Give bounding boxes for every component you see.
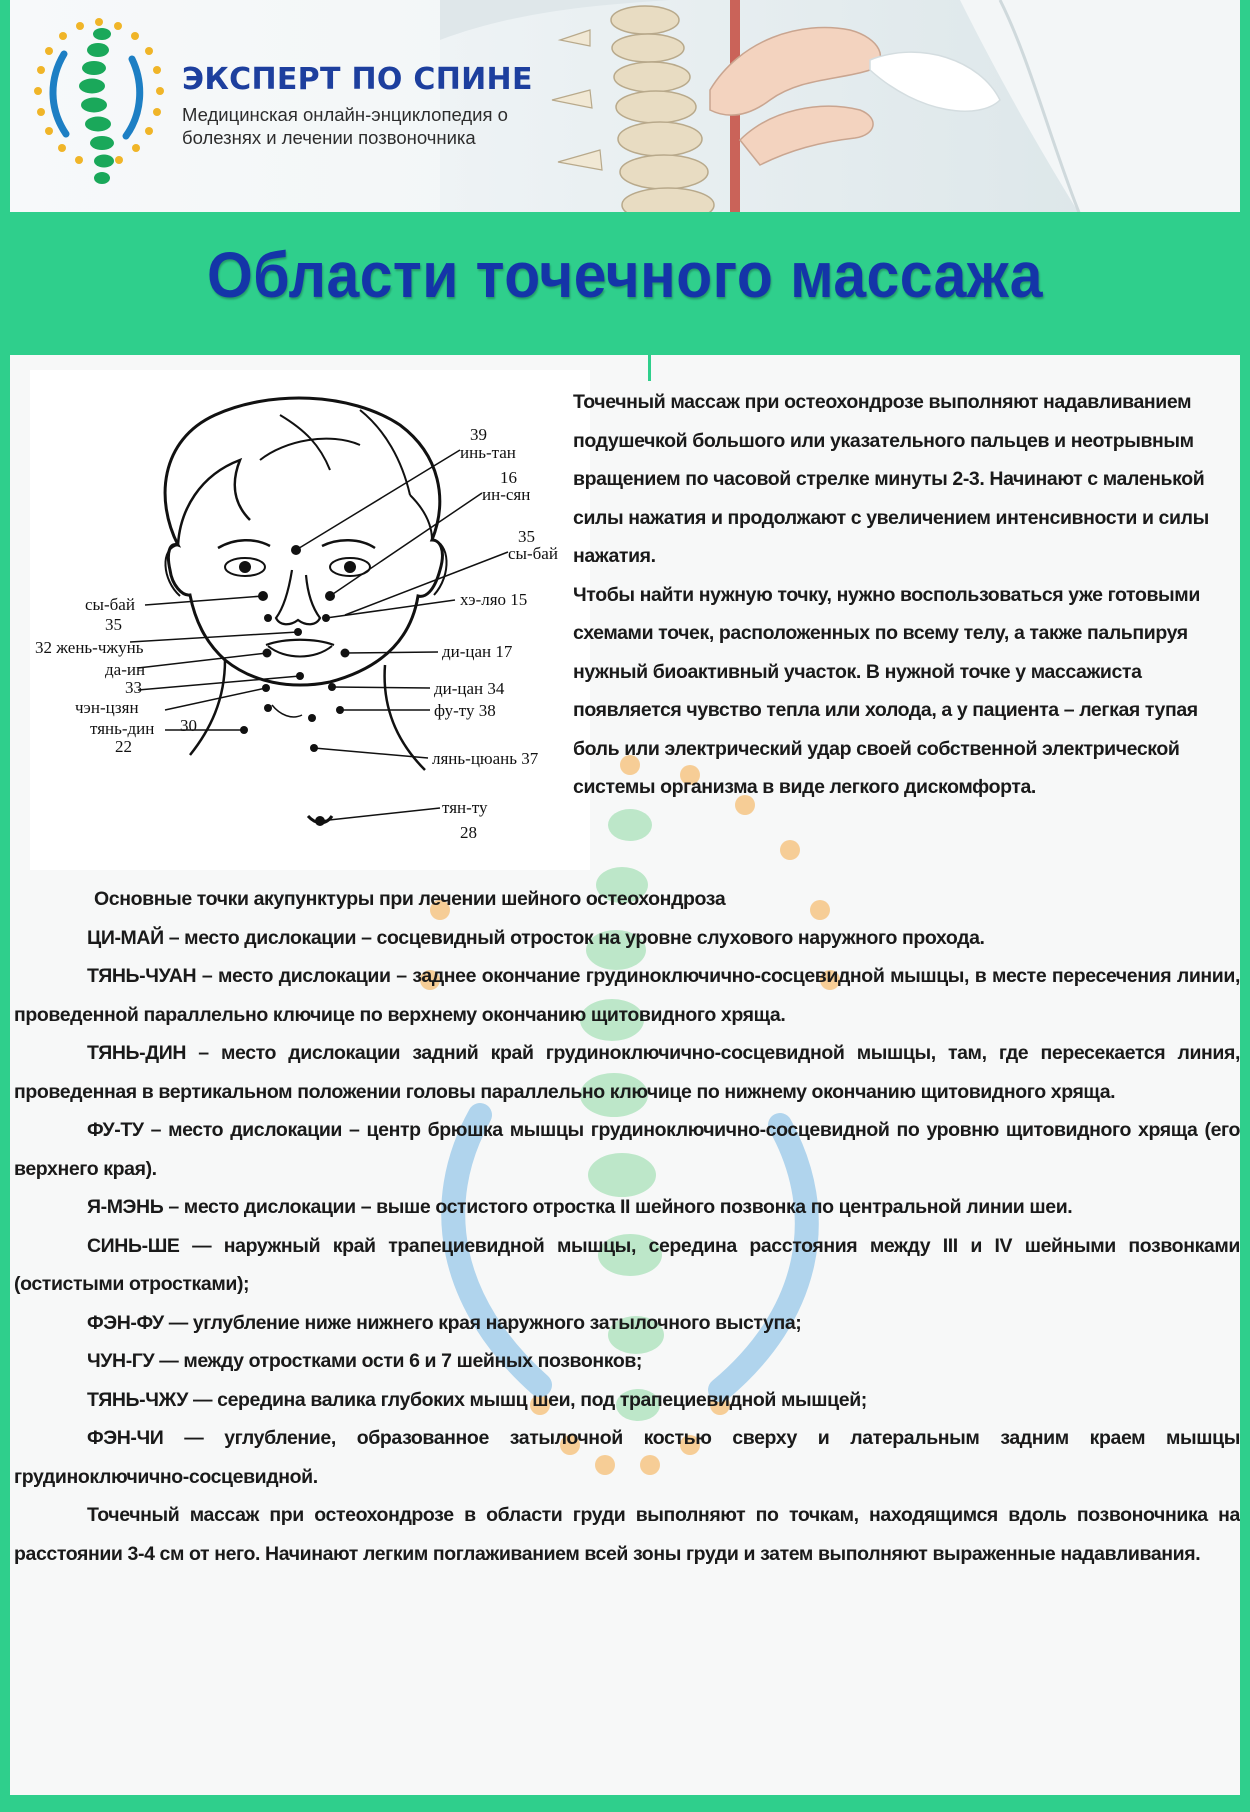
label-p28-name: тян-ту bbox=[442, 798, 488, 817]
label-p37: лянь-цюань 37 bbox=[432, 749, 539, 768]
intro-paragraph: Точечный массаж при остеохондрозе выполняют надавливанием подушечкой большого или указательного пальцев и неотрывным вращением по часовой стрелке минуты 2-3. Начинают с маленькой силы нажатия и продолжают с увеличением интенсивности и силы нажатия. bbox=[573, 391, 1209, 567]
content-panel bbox=[10, 355, 1240, 1795]
intro-text bbox=[573, 383, 1235, 807]
body-paragraph: ТЯНЬ-ЧЖУ — середина валика глубоких мышц шеи, под трапециевидной мышцей; bbox=[87, 1388, 867, 1411]
header-banner bbox=[10, 0, 1240, 215]
page-title: Области точечного массажа bbox=[207, 239, 1043, 311]
label-p33-num: 33 bbox=[125, 678, 142, 697]
label-p39-num: 39 bbox=[470, 425, 487, 444]
body-paragraph: ЦИ-МАЙ – место дислокации – сосцевидный отросток на уровне слухового наружного прохода. bbox=[87, 926, 985, 949]
label-p22-num: 22 bbox=[115, 737, 132, 756]
acupoints-description bbox=[14, 880, 1240, 1573]
label-p30-num: 30 bbox=[180, 716, 197, 735]
section-heading: Основные точки акупунктуры при лечении шейного остеохондроза bbox=[94, 888, 726, 910]
label-p22-name: тянь-дин bbox=[90, 719, 155, 738]
brand-tagline: Медицинская онлайн-энциклопедия о болезнях и лечении позвоночника bbox=[182, 104, 508, 148]
body-paragraph: ТЯНЬ-ЧУАН – место дислокации – заднее окончание грудиноключично-сосцевидной мышцы, в месте пересечения линии, проведенной параллельно ключице по верхнему окончанию щитовидного хряща. bbox=[14, 965, 1240, 1026]
spine-logo-icon bbox=[24, 14, 174, 194]
face-acupoint-diagram bbox=[30, 370, 590, 870]
body-paragraph: ФУ-ТУ – место дислокации – центр брюшка мышцы грудиноключично-сосцевидной по уровню щитовидного хряща (его верхнего края). bbox=[14, 1119, 1240, 1180]
body-paragraph: ФЭН-ФУ — углубление ниже нижнего края наружного затылочного выступа; bbox=[87, 1311, 802, 1334]
label-p30-name: чэн-цзян bbox=[75, 698, 139, 717]
label-p16-num: 16 bbox=[500, 468, 517, 487]
body-paragraph: Я-МЭНЬ – место дислокации – выше остистого отростка II шейного позвонка по центральной линии шеи. bbox=[87, 1196, 1073, 1218]
bottom-band bbox=[0, 1795, 1250, 1812]
body-paragraph: ЧУН-ГУ — между отростками ости 6 и 7 шейных позвонков; bbox=[87, 1350, 643, 1372]
label-p17: ди-цан 17 bbox=[442, 642, 513, 661]
label-p35l-num: 35 bbox=[105, 615, 122, 634]
body-paragraph: ФЭН-ЧИ — углубление, образованное затылочной костью сверху и латеральным задним краем мышцы грудиноключично-сосцевидной. bbox=[14, 1427, 1240, 1488]
label-p32: 32 жень-чжунь bbox=[35, 638, 144, 657]
intro-paragraph: Чтобы найти нужную точку, нужно воспользоваться уже готовыми схемами точек, расположенных по всему телу, а также пальпируя нужный биоактивный участок. В нужной точке у массажиста появляется чувство тепла или холода, а у пациента – легкая тупая боль или электрический удар своей собственной электрической системы организма в виде легкого дискомфорта. bbox=[573, 583, 1200, 798]
label-p35r-name: сы-бай bbox=[508, 544, 558, 563]
header-divider bbox=[10, 212, 1240, 220]
body-paragraph: СИНЬ-ШЕ — наружный край трапециевидной мышцы, середина расстояния между III и IV шейными позвонками (остистыми отростками); bbox=[14, 1234, 1240, 1295]
body-paragraph: ТЯНЬ-ДИН – место дислокации задний край грудиноключично-сосцевидной мышцы, там, где пересекается линия, проведенная в вертикальном положении головы параллельно ключице по нижнему окончанию щитовидного хряща. bbox=[14, 1042, 1240, 1103]
panel-notch-border bbox=[648, 355, 651, 381]
brand-name: ЭКСПЕРТ ПО СПИНЕ bbox=[182, 62, 533, 97]
label-p34: ди-цан 34 bbox=[434, 679, 505, 698]
label-p38: фу-ту 38 bbox=[434, 701, 496, 720]
label-p33-name: да-ин bbox=[105, 660, 146, 679]
label-p15: хэ-ляо 15 bbox=[460, 590, 528, 609]
label-p16-name: ин-сян bbox=[482, 485, 531, 504]
body-paragraph: Точечный массаж при остеохондрозе в области груди выполняют по точкам, находящимся вдоль позвоночника на расстоянии 3-4 см от него. Начинают легким поглаживанием всей зоны груди и затем выполняют выраженные надавливания. bbox=[14, 1504, 1240, 1565]
label-p39-name: инь-тан bbox=[460, 443, 516, 462]
label-p28-num: 28 bbox=[460, 823, 477, 842]
label-p35l-name: сы-бай bbox=[85, 595, 135, 614]
label-p35r-num: 35 bbox=[518, 527, 535, 546]
